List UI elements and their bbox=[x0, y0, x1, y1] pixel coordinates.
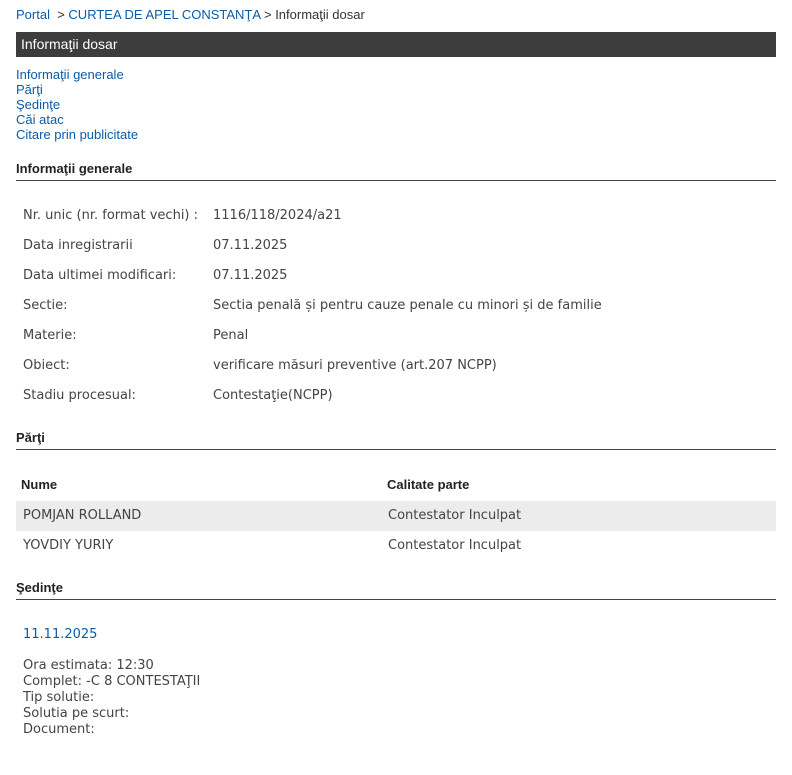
info-label: Obiect: bbox=[23, 358, 70, 373]
breadcrumb-court-link[interactable]: CURTEA DE APEL CONSTANŢA bbox=[68, 7, 261, 22]
nav-link-informatii-generale[interactable]: Informaţii generale bbox=[16, 67, 124, 82]
info-label: Data ultimei modificari: bbox=[23, 268, 177, 283]
nav-link-citare-publicitate[interactable]: Citare prin publicitate bbox=[16, 127, 139, 142]
breadcrumb-separator: > bbox=[263, 7, 272, 22]
info-value: 1116/118/2024/a21 bbox=[213, 208, 342, 223]
table-row bbox=[16, 501, 776, 531]
section-nav bbox=[16, 67, 138, 142]
info-value: 07.11.2025 bbox=[213, 268, 288, 283]
party-name: POMJAN ROLLAND bbox=[23, 508, 142, 523]
column-header-nume: Nume bbox=[21, 477, 58, 492]
info-value: 07.11.2025 bbox=[213, 238, 288, 253]
info-value: verificare măsuri preventive (art.207 NCPP) bbox=[213, 358, 497, 373]
breadcrumb-separator: > bbox=[57, 7, 65, 22]
party-role: Contestator Inculpat bbox=[388, 508, 522, 523]
page-title: Informaţii dosar bbox=[16, 32, 776, 57]
info-row bbox=[23, 201, 602, 231]
info-label: Nr. unic (nr. format vechi) : bbox=[23, 208, 199, 223]
hearing-details bbox=[23, 658, 200, 738]
party-name: YOVDIY YURIY bbox=[23, 538, 114, 553]
hearing-solution-type: Tip solutie: bbox=[23, 690, 95, 705]
info-label: Data inregistrarii bbox=[23, 238, 133, 253]
info-label: Stadiu procesual: bbox=[23, 388, 136, 403]
breadcrumb bbox=[16, 7, 365, 22]
info-row bbox=[23, 351, 602, 381]
hearing-date: 11.11.2025 bbox=[23, 627, 98, 642]
section-heading-informatii-generale: Informaţii generale bbox=[16, 161, 776, 181]
info-value: Sectia penală și pentru cauze penale cu minori și de familie bbox=[213, 298, 602, 313]
info-value: Penal bbox=[213, 328, 249, 343]
nav-link-sedinte[interactable]: Şedinţe bbox=[16, 97, 61, 112]
info-label: Materie: bbox=[23, 328, 77, 343]
hearing-document: Document: bbox=[23, 722, 95, 737]
info-row bbox=[23, 291, 602, 321]
general-info-table bbox=[23, 201, 602, 411]
breadcrumb-current: Informaţii dosar bbox=[275, 7, 365, 22]
info-row bbox=[23, 261, 602, 291]
nav-link-cai-atac[interactable]: Căi atac bbox=[16, 112, 64, 127]
info-row bbox=[23, 321, 602, 351]
section-heading-sedinte: Şedinţe bbox=[16, 580, 776, 600]
nav-link-parti[interactable]: Părţi bbox=[16, 82, 43, 97]
hearing-panel: Complet: -C 8 CONTESTAŢII bbox=[23, 674, 201, 689]
column-header-calitate: Calitate parte bbox=[387, 477, 470, 492]
parti-table-header bbox=[16, 471, 776, 499]
breadcrumb-portal-link[interactable]: Portal bbox=[16, 7, 50, 22]
hearing-solution-summary: Solutia pe scurt: bbox=[23, 706, 130, 721]
hearing-estimated-time: Ora estimata: 12:30 bbox=[23, 658, 154, 673]
section-heading-parti: Părţi bbox=[16, 430, 776, 450]
info-label: Sectie: bbox=[23, 298, 68, 313]
party-role: Contestator Inculpat bbox=[388, 538, 522, 553]
info-value: Contestaţie(NCPP) bbox=[213, 388, 333, 403]
table-row bbox=[16, 531, 776, 561]
info-row bbox=[23, 381, 602, 411]
info-row bbox=[23, 231, 602, 261]
